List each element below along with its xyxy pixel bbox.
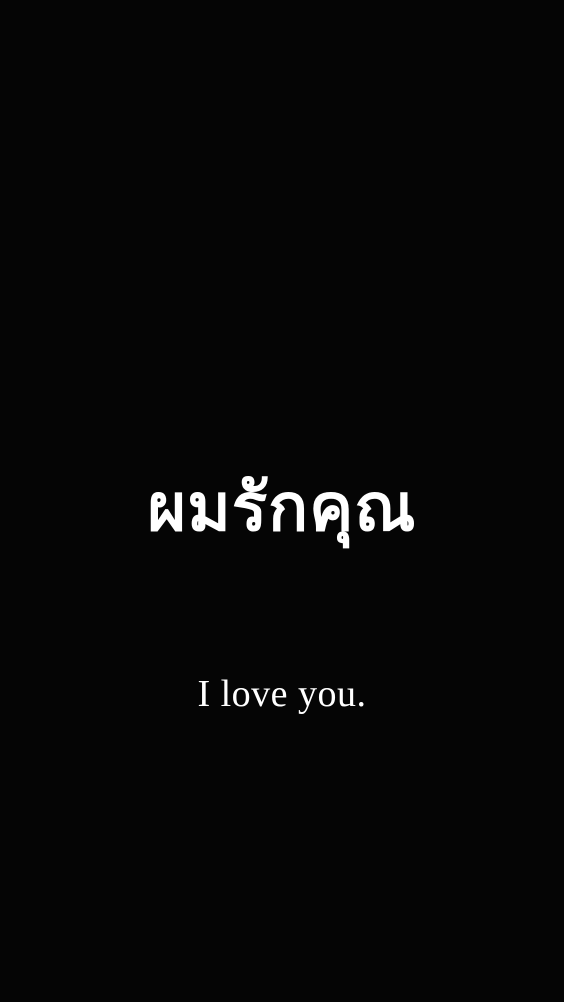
english-translation: I love you. [197, 673, 367, 715]
thai-phrase: ผมรักคุณ [147, 469, 417, 546]
